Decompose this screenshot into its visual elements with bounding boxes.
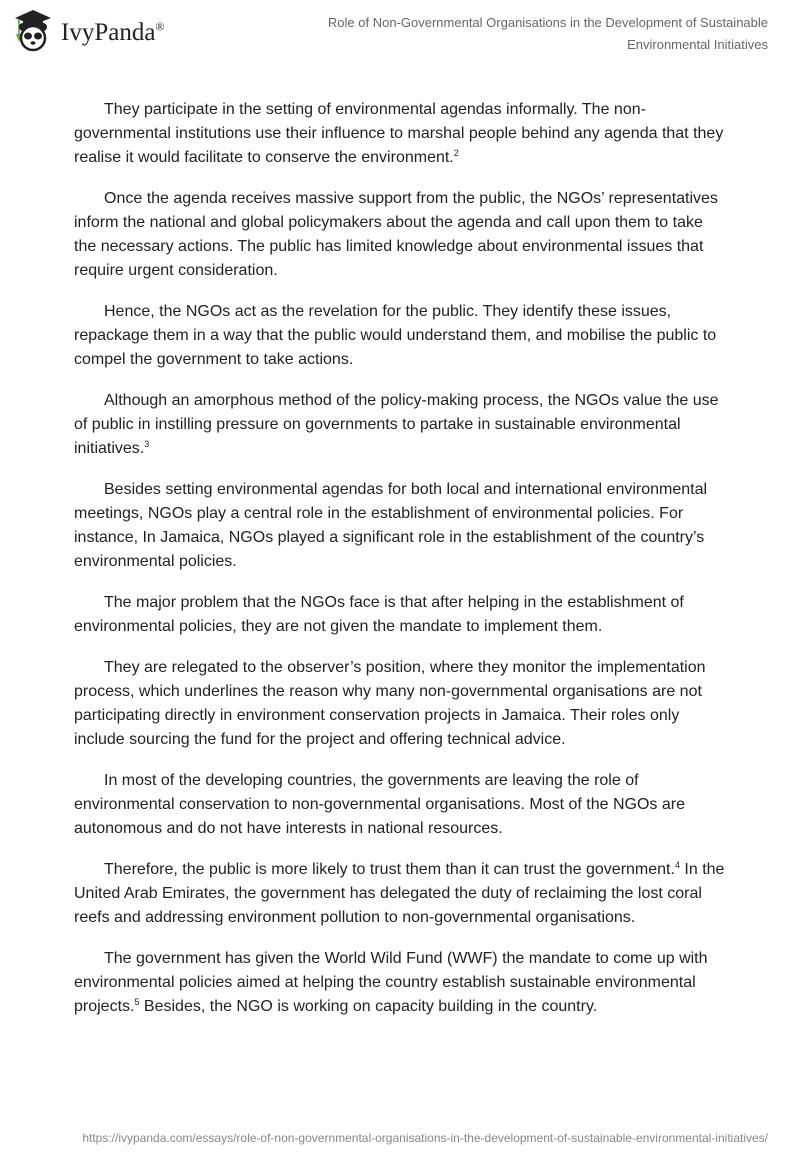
footnote-ref[interactable]: 5 [134, 997, 140, 1007]
registered-mark: ® [155, 19, 165, 34]
paragraph-text: The major problem that the NGOs face is that after helping in the establishment of environmental policies, they are not given the mandate to implement them. [74, 594, 684, 635]
paragraph [74, 858, 728, 930]
paragraph-text: They are relegated to the observer’s position, where they monitor the implementation process, which underlines the reason why many non-governmental organisations are not participating directly in environment conservation projects in Jamaica. Their roles only include sourcing the fund for the project and offering technical advice. [74, 659, 706, 748]
paragraph-text: Besides setting environmental agendas for both local and international environmental meetings, NGOs play a central role in the establishment of environmental policies. For instance, In Jamaica, NGOs played a significant role in the establishment of the country’s environmental policies. [74, 481, 708, 570]
paragraph-text: In the United Arab Emirates, the government has delegated the duty of reclaiming the lost coral reefs and addressing environment pollution to non-governmental organisations. [74, 861, 725, 926]
paragraph-text: Besides, the NGO is working on capacity building in the country. [139, 998, 598, 1015]
footnote-ref[interactable]: 3 [144, 439, 150, 449]
paragraph [74, 478, 728, 574]
ivypanda-logo[interactable] [12, 8, 165, 52]
panda-graduate-icon [12, 8, 54, 52]
footnote-ref[interactable]: 2 [453, 148, 459, 158]
paragraph [74, 769, 728, 841]
paragraph [74, 389, 728, 461]
paragraph [74, 656, 728, 752]
paragraph-text: In most of the developing countries, the governments are leaving the role of environmental conservation to non-governmental organisations. Most of the NGOs are autonomous and do not have interests in national resources. [74, 772, 685, 837]
paragraph-text: Hence, the NGOs act as the revelation for the public. They identify these issues, repackage them in a way that the public would understand them, and mobilise the public to compel the government to take actions. [74, 303, 717, 368]
paragraph [74, 947, 728, 1019]
paragraph [74, 187, 728, 283]
document-title: Role of Non-Governmental Organisations in the Development of Sustainable Environmental Initiatives [327, 15, 768, 52]
paragraph-text: The government has given the World Wild Fund (WWF) the mandate to come up with environmental policies aimed at helping the country establish sustainable environmental projects. [74, 950, 708, 1015]
footnote-ref[interactable]: 4 [674, 860, 680, 870]
paragraph-text: They participate in the setting of environmental agendas informally. The non-governmental institutions use their influence to marshal people behind any agenda that they realise it would facilitate to conserve the environment. [74, 101, 724, 166]
source-url[interactable]: https://ivypanda.com/essays/role-of-non-governmental-organisations-in-the-development-of-sustainable-environmental-initiatives/ [82, 1131, 768, 1145]
paragraph [74, 98, 728, 170]
paragraph-text: Once the agenda receives massive support from the public, the NGOs’ representatives inform the national and global policymakers about the agenda and call upon them to take the necessary actions. The public has limited knowledge about environmental issues that require urgent consideration. [74, 190, 718, 279]
paragraph [74, 300, 728, 372]
logo-text: IvyPanda [61, 19, 156, 46]
paragraph-text: Therefore, the public is more likely to trust them than it can trust the government. [104, 861, 675, 878]
paragraph-text: Although an amorphous method of the policy-making process, the NGOs value the use of public in instilling pressure on governments to partake in sustainable environmental initiatives. [74, 392, 719, 457]
essay-body [74, 98, 728, 1036]
paragraph [74, 591, 728, 639]
